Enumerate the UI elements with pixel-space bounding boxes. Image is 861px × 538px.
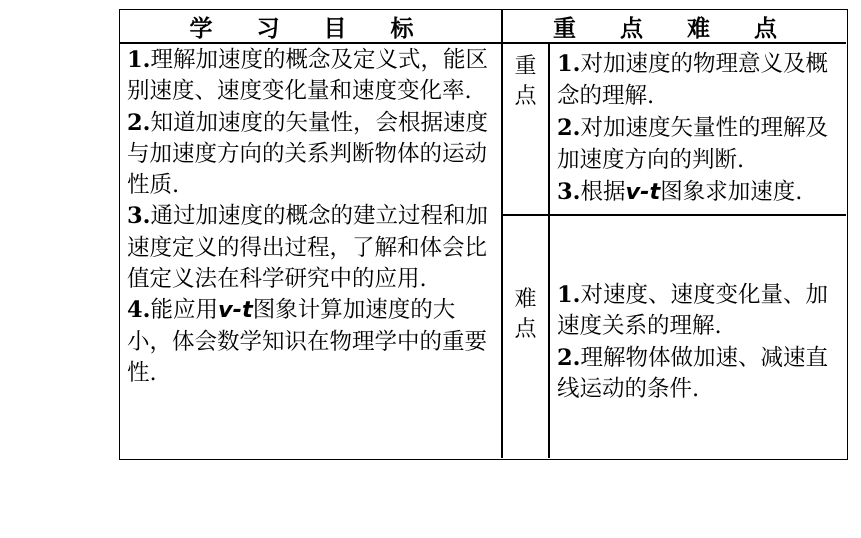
key-point-item-1: 1.对加速度的物理意义及概念的理解. — [557, 51, 829, 109]
key-difficulty-divider — [501, 214, 846, 216]
key-points-body — [557, 48, 843, 208]
objectives-title: 学 习 目 标 — [189, 15, 432, 42]
objectives-header — [120, 10, 501, 42]
key-points-title: 重 点 难 点 — [552, 15, 796, 42]
objective-item-3: 3.通过加速度的概念的建立过程和加速度定义的得出过程，了解和体会比值定义法在科学研究中的应用. — [127, 203, 489, 293]
objectives-body — [127, 45, 497, 389]
objective-item-1: 1.理解加速度的概念及定义式，能区别速度、速度变化量和速度变化率. — [127, 47, 489, 105]
objectives-table — [119, 9, 848, 460]
objective-item-4: 4.能应用v-t图象计算加速度的大小，体会数学知识在物理学中的重要性. — [127, 297, 488, 386]
difficulties-body — [557, 280, 843, 405]
key-point-item-3: 3.根据v-t图象求加速度. — [557, 179, 803, 205]
difficulty-item-1: 1.对速度、速度变化量、加速度关系的理解. — [557, 282, 829, 340]
label-column-divider — [548, 42, 550, 458]
objective-item-2: 2.知道加速度的矢量性，会根据速度与加速度方向的关系判断物体的运动性质. — [127, 109, 489, 199]
difficulties-label: 难 点 — [514, 287, 537, 342]
difficulty-item-2: 2.理解物体做加速、减速直线运动的条件. — [557, 344, 829, 402]
key-point-item-2: 2.对加速度矢量性的理解及加速度方向的判断. — [557, 115, 829, 173]
key-points-header — [502, 10, 846, 42]
key-points-label: 重 点 — [514, 54, 537, 109]
